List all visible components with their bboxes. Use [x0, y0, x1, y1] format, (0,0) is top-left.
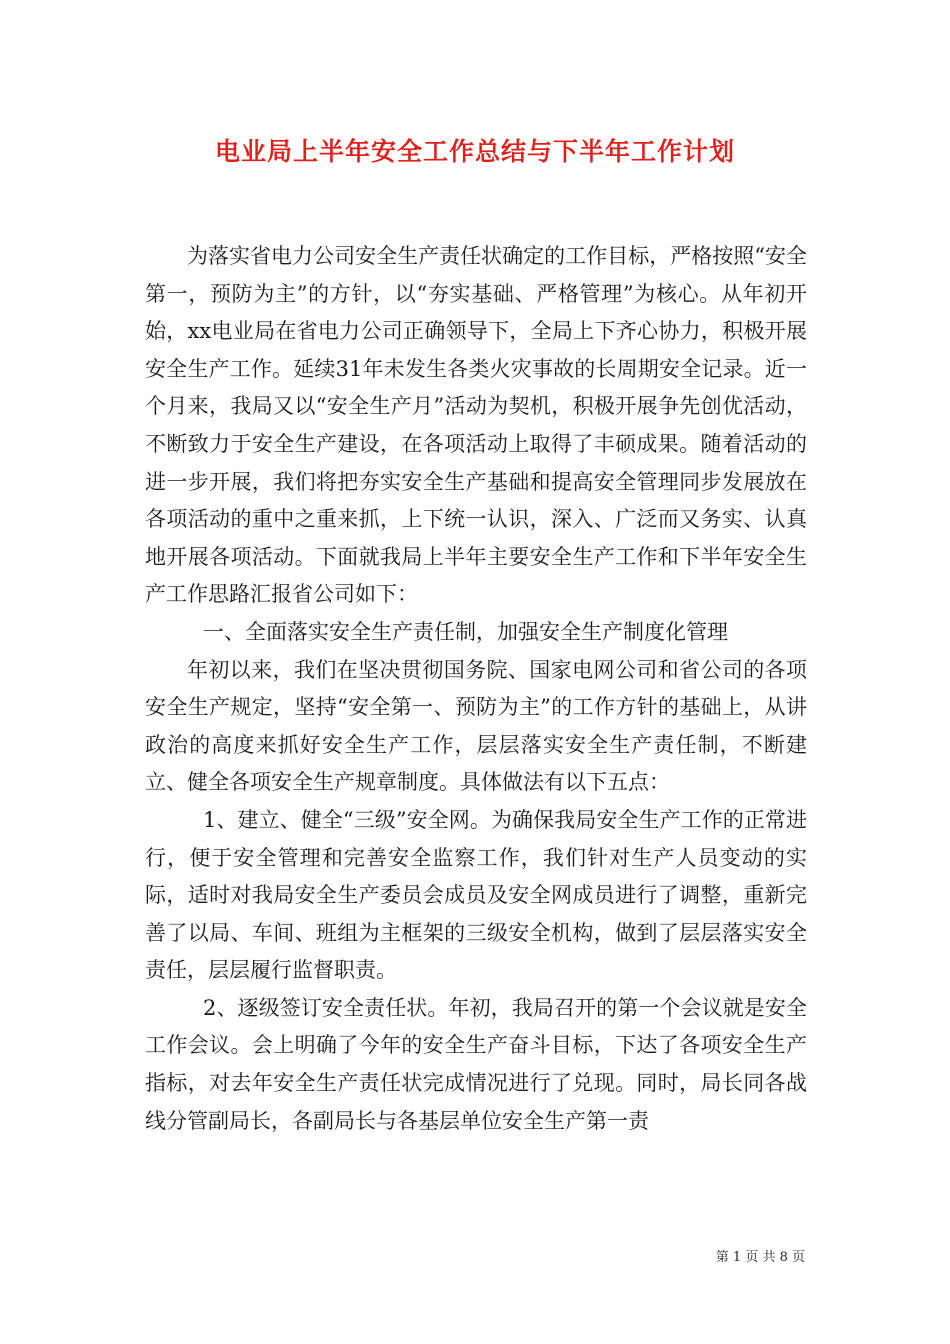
document-title: 电业局上半年安全工作总结与下半年工作计划	[214, 137, 735, 166]
section-1-paragraph: 年初以来，我们在坚决贯彻国务院、国家电网公司和省公司的各项安全生产规定，坚持“安全第一、预防为主”的工作方针的基础上，从讲政治的高度来抓好安全生产工作，层层落实安全生产责任制，不断建立、健全各项安全生产规章制度。具体做法有以下五点：	[145, 657, 807, 795]
intro-paragraph: 为落实省电力公司安全生产责任状确定的工作目标，严格按照“安全第一，预防为主”的方针，以“夯实基础、严格管理”为核心。从年初开始，xx电业局在省电力公司正确领导下，全局上下齐心协力，积极开展安全生产工作。延续31年未发生各类火灾事故的长周期安全记录。近一个月来，我局又以“安全生产月”活动为契机，积极开展争先创优活动，不断致力于安全生产建设，在各项活动上取得了丰硕成果。随着活动的进一步开展，我们将把夯实安全生产基础和提高安全管理同步发展放在各项活动的重中之重来抓，上下统一认识，深入、广泛而又务实、认真地开展各项活动。下面就我局上半年主要安全生产工作和下半年安全生产工作思路汇报省公司如下：	[145, 244, 807, 607]
document-body	[145, 238, 807, 1140]
page-number: 第 1 页 共 8 页	[715, 1250, 805, 1265]
list-item-1: 1、建立、健全“三级”安全网。为确保我局安全生产工作的正常进行，便于安全管理和完善安全监察工作，我们针对生产人员变动的实际，适时对我局安全生产委员会成员及安全网成员进行了调整，重新完善了以局、车间、班组为主框架的三级安全机构，做到了层层落实安全责任，层层履行监督职责。	[145, 807, 807, 983]
section-heading-1: 一、全面落实安全生产责任制，加强安全生产制度化管理	[203, 619, 728, 644]
list-item-2: 2、逐级签订安全责任状。年初，我局召开的第一个会议就是安全工作会议。会上明确了今年的安全生产奋斗目标，下达了各项安全生产指标，对去年安全生产责任状完成情况进行了兑现。同时，局长同各战线分管副局长，各副局长与各基层单位安全生产第一责	[145, 995, 807, 1133]
